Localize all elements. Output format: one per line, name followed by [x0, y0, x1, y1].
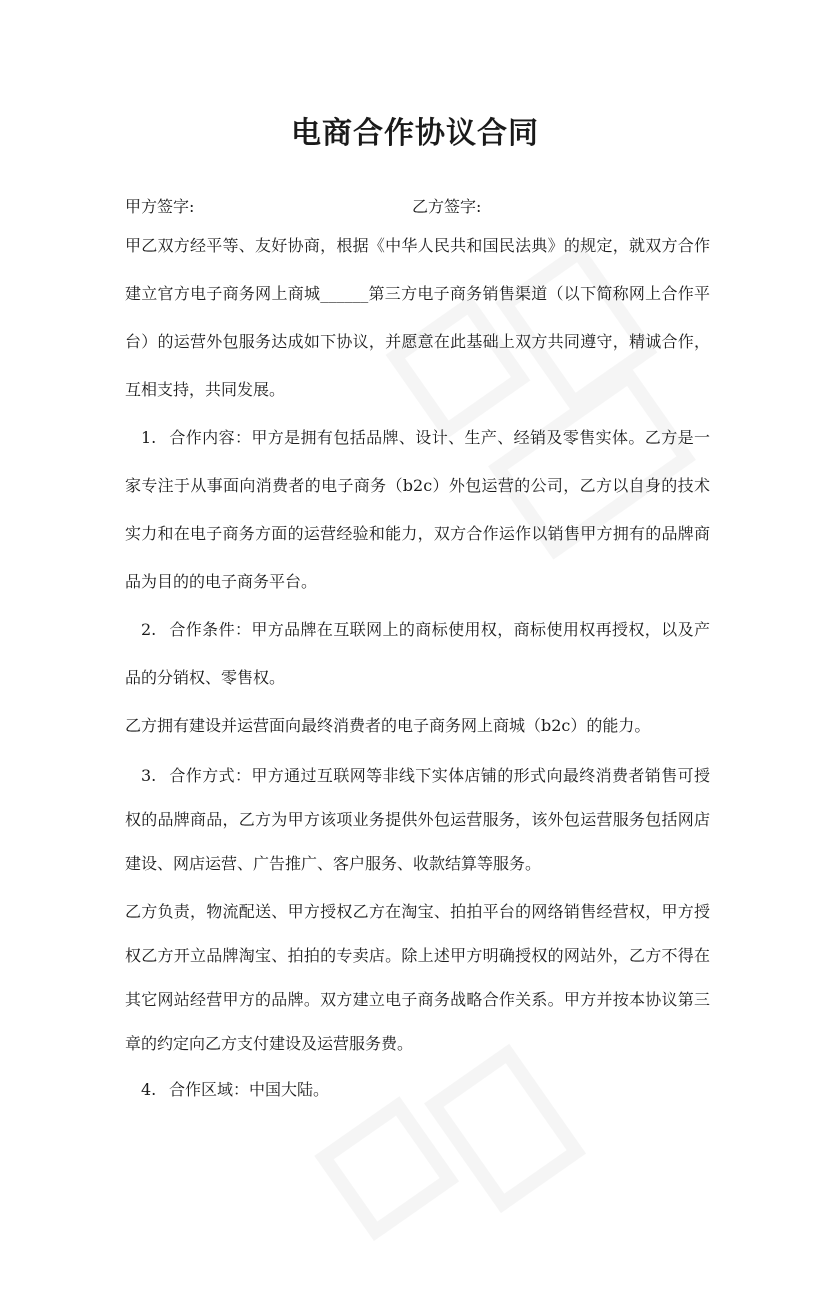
clause-4 [125, 1066, 710, 1114]
clause-text: 合作区域：中国大陆。 [169, 1080, 330, 1099]
clause-number: 4. [141, 1080, 157, 1099]
clause-text: 合作方式：甲方通过互联网等非线下实体店铺的形式向最终消费者销售可授权的品牌商品，乙方为甲方该项业务提供外包运营服务，该外包运营服务包括网店建设、网店运营、广告推广、客户服务、收款结算等服务。 [125, 766, 710, 873]
paragraph-party-b-capability: 乙方拥有建设并运营面向最终消费者的电子商务网上商城（b2c）的能力。 [125, 716, 651, 735]
party-b-signature-label: 乙方签字: [412, 197, 482, 216]
clause-number: 2. [141, 620, 157, 639]
clause-2 [125, 606, 710, 702]
paragraph-party-b-responsibility: 乙方负责，物流配送、甲方授权乙方在淘宝、拍拍平台的网络销售经营权，甲方授权乙方开立品牌淘宝、拍拍的专卖店。除上述甲方明确授权的网站外，乙方不得在其它网站经营甲方的品牌。双方建立电子商务战略合作关系。甲方并按本协议第三章的约定向乙方支付建设及运营服务费。 [125, 902, 710, 1053]
clause-3 [125, 754, 710, 886]
clause-text: 合作内容：甲方是拥有包括品牌、设计、生产、经销及零售实体。乙方是一家专注于从事面向消费者的电子商务（b2c）外包运营的公司，乙方以自身的技术实力和在电子商务方面的运营经验和能力，双方合作运作以销售甲方拥有的品牌商品为目的的电子商务平台。 [125, 428, 710, 591]
document-body [125, 231, 710, 1114]
intro-paragraph: 甲乙双方经平等、友好协商，根据《中华人民共和国民法典》的规定，就双方合作建立官方电子商务网上商城______第三方电子商务销售渠道（以下简称网上合作平台）的运营外包服务达成如下协议，并愿意在此基础上双方共同遵守，精诚合作，互相支持，共同发展。 [125, 236, 710, 399]
clause-number: 3. [141, 766, 157, 785]
clause-text: 合作条件：甲方品牌在互联网上的商标使用权，商标使用权再授权，以及产品的分销权、零售权。 [125, 620, 710, 687]
document-title: 电商合作协议合同 [291, 116, 539, 151]
clause-number: 1. [141, 428, 157, 447]
clause-1 [125, 414, 710, 606]
party-a-signature-label: 甲方签字: [125, 197, 195, 216]
